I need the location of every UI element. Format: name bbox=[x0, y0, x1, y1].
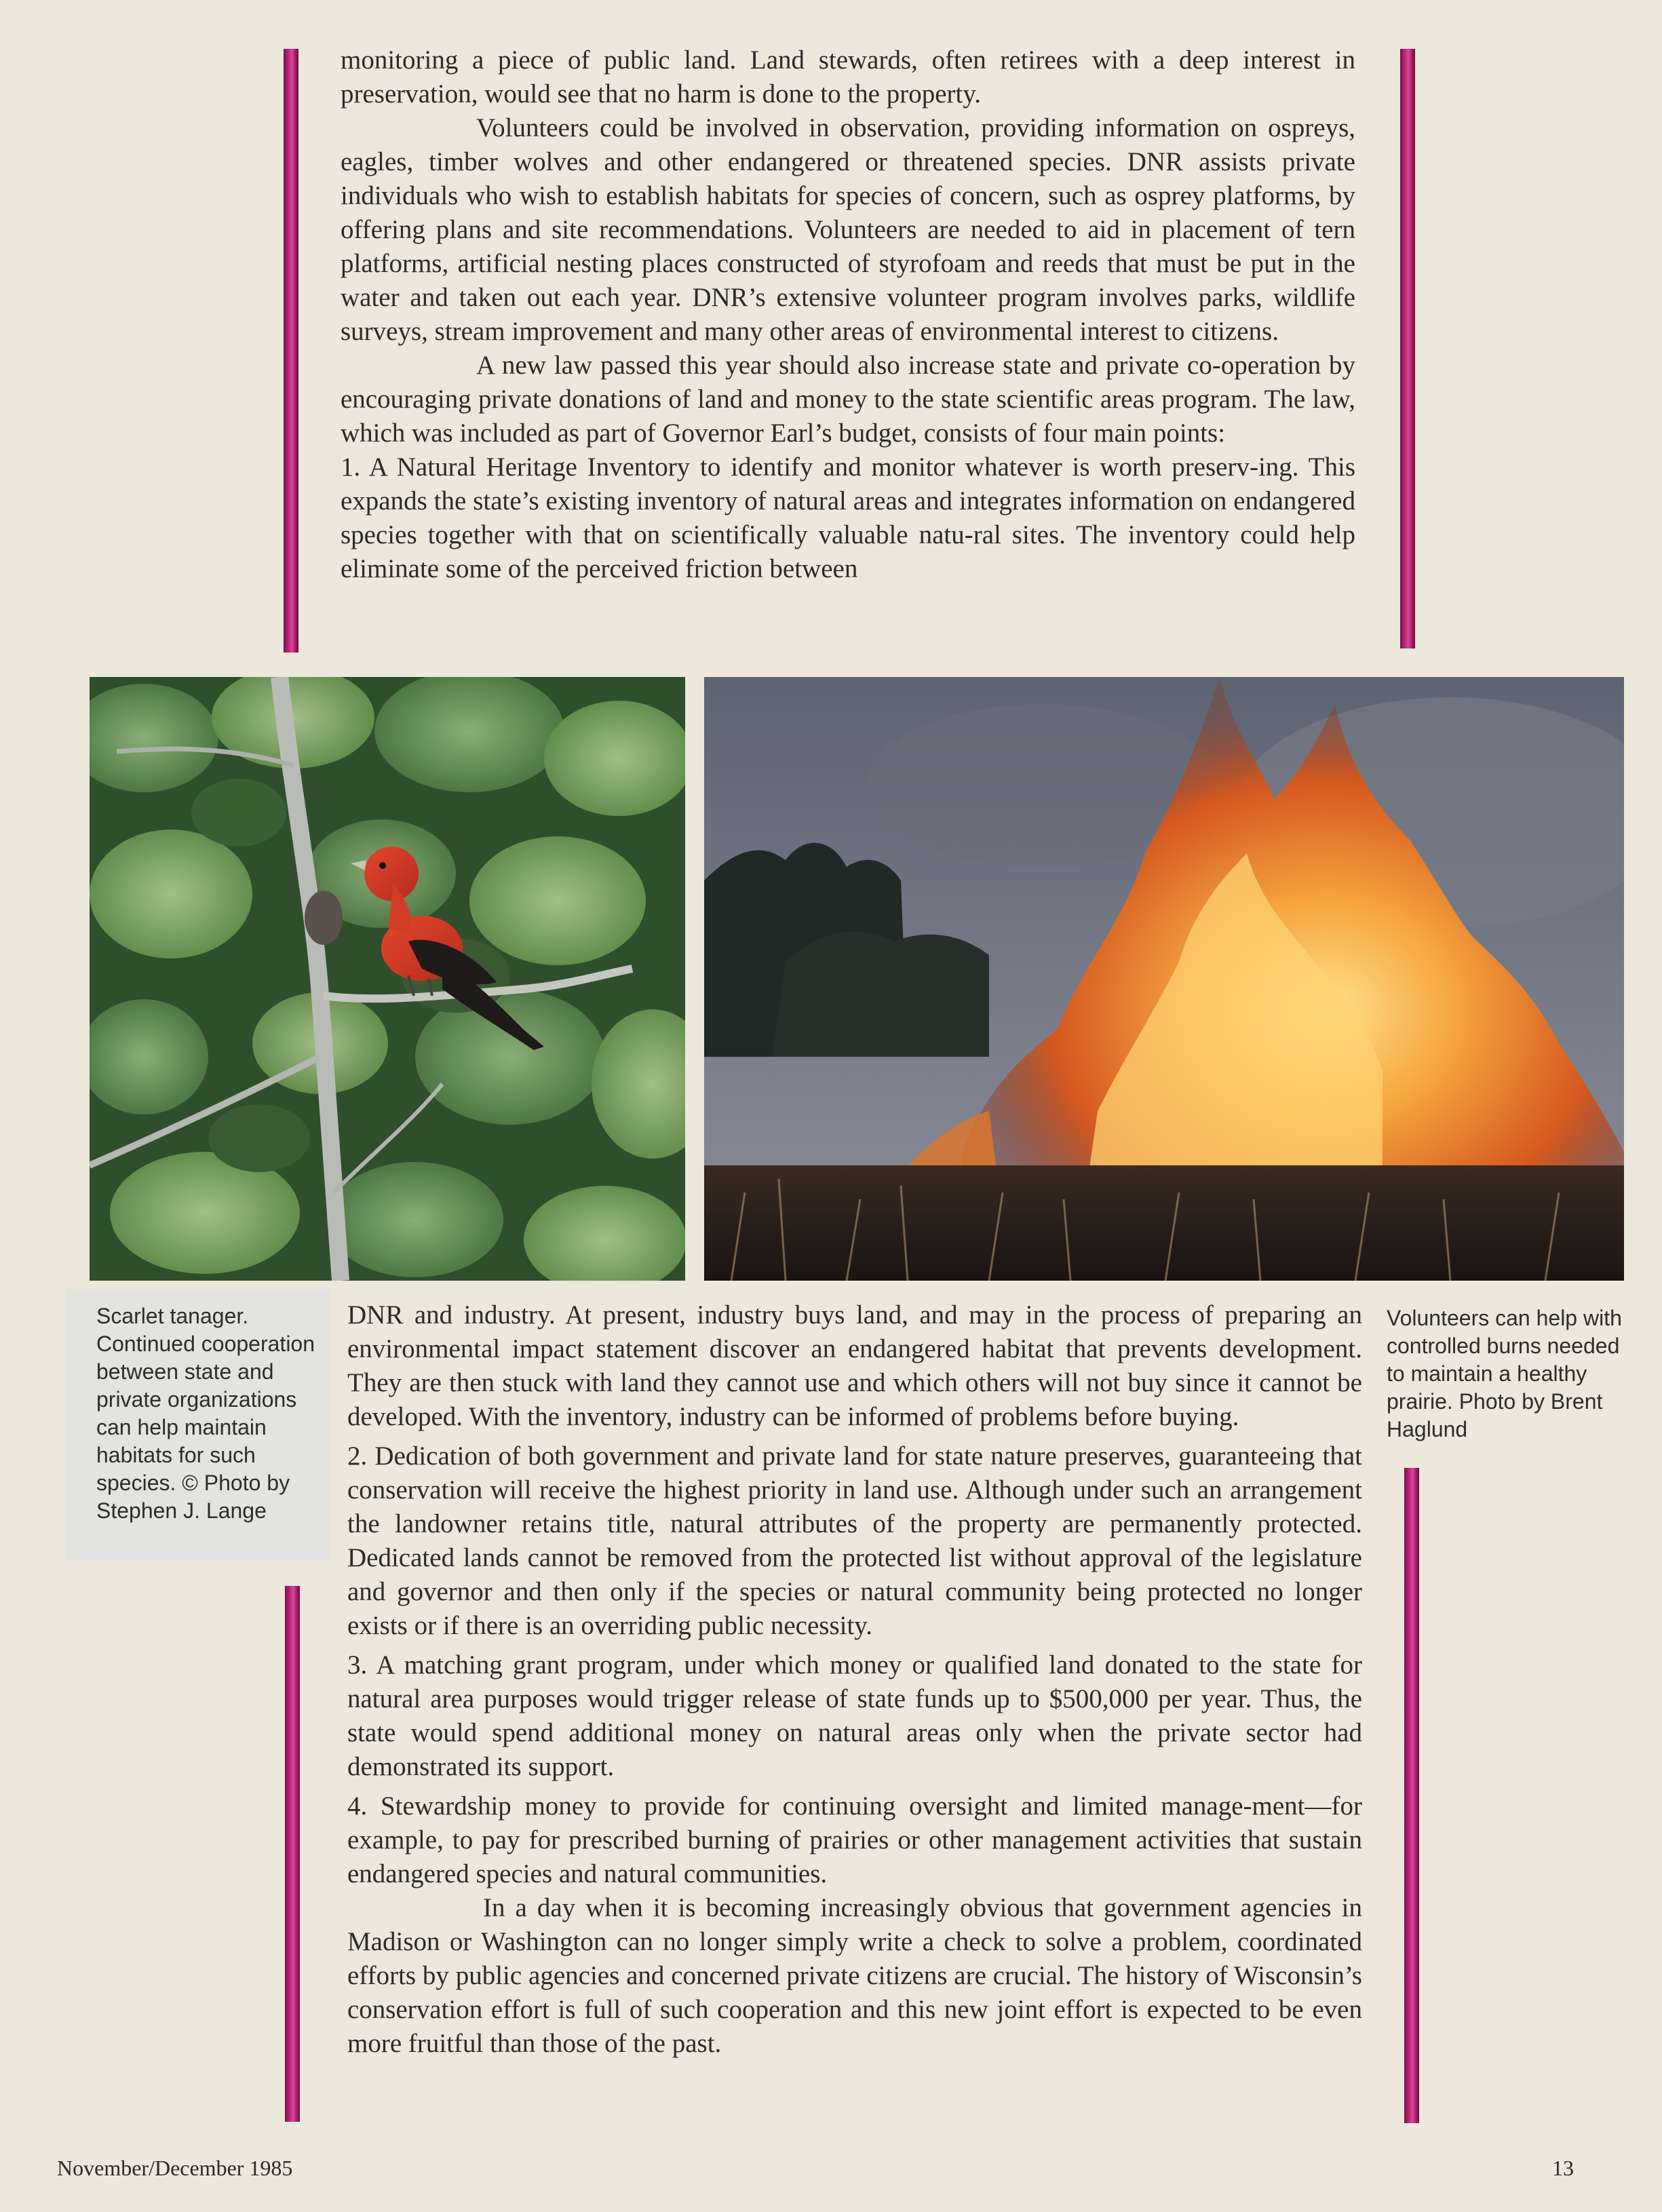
paragraph: DNR and industry. At present, industry buys land, and may in the process of preparing an environmental impact statement discover an endangered habitat that prevents development. They are then stuck with land they cannot use and which others will not buy since it cannot be developed. With the inventory, industry can be informed of problems before buying. bbox=[347, 1300, 1362, 1431]
right-accent-bar-top bbox=[1400, 49, 1415, 648]
paragraph: In a day when it is becoming increasingly obvious that government agencies in Madison or Washington can no longer simply write a check to solve a problem, coordinated efforts by public agencies and concerned private citizens are crucial. The history of Wisconsin’s conservation effort is full of such cooperation and this new joint effort is expected to be even more fruitful than those of the past. bbox=[347, 1893, 1362, 2058]
list-item: 4. Stewardship money to provide for continuing oversight and limited manage-ment—for example, to pay for prescribed burning of prairies or other management activities that sustain endangered species and natural communities. bbox=[347, 1791, 1362, 1888]
right-accent-bar-bottom bbox=[1404, 1468, 1419, 2123]
left-accent-bar-top bbox=[284, 49, 298, 653]
paragraph: monitoring a piece of public land. Land stewards, often retirees with a deep interest in preservation, would see that no harm is done to the property. bbox=[341, 45, 1355, 109]
page-number: 13 bbox=[1552, 2156, 1574, 2180]
prairie-fire-photo bbox=[704, 677, 1624, 1281]
left-photo-caption: Scarlet tanager. Continued cooperation between state and private organizations can help maintain habitats for such species. © Photo by Stephen J. Lange bbox=[96, 1304, 315, 1523]
left-accent-bar-bottom bbox=[285, 1586, 300, 2122]
bottom-text-column bbox=[347, 1298, 1362, 2061]
scarlet-tanager-photo bbox=[90, 677, 685, 1281]
issue-date: November/December 1985 bbox=[57, 2156, 293, 2180]
paragraph: Volunteers could be involved in observation, providing information on ospreys, eagles, timber wolves and other endangered or threatened species. DNR assists private individuals who wish to establish habitats for species of concern, such as osprey platforms, by offering plans and site recommendations. Volunteers are needed to aid in placement of tern platforms, artificial nesting places constructed of styrofoam and reeds that must be put in the water and taken out each year. DNR’s extensive volunteer program involves parks, wildlife surveys, stream improvement and many other areas of environmental interest to citizens. bbox=[341, 113, 1355, 346]
top-text-column bbox=[341, 43, 1355, 586]
list-item: 1. A Natural Heritage Inventory to identify and monitor whatever is worth preserv-ing. This expands the state’s existing inventory of natural areas and integrates information on endangered species together with that on scientifically valuable natu-ral sites. The inventory could help eliminate some of the perceived friction between bbox=[341, 452, 1355, 583]
paragraph: A new law passed this year should also increase state and private co-operation by encouraging private donations of land and money to the state scientific areas program. The law, which was included as part of Governor Earl’s budget, consists of four main points: bbox=[341, 351, 1355, 448]
list-item: 3. A matching grant program, under which money or qualified land donated to the state for natural area purposes would trigger release of state funds up to $500,000 per year. Thus, the state would spend additional money on natural areas only when the private sector had demonstrated its support. bbox=[347, 1650, 1362, 1781]
list-item: 2. Dedication of both government and private land for state nature preserves, guaranteeing that conservation will receive the highest priority in land use. Although under such an arrangement the landowner retains title, natural attributes of the property are permanently protected. Dedicated lands cannot be removed from the protected list without approval of the legislature and governor and then only if the species or natural community being protected no longer exists or if there is an overriding public necessity. bbox=[347, 1441, 1362, 1640]
right-photo-caption: Volunteers can help with controlled burns needed to maintain a healthy prairie. Photo by Brent Haglund bbox=[1387, 1306, 1622, 1441]
